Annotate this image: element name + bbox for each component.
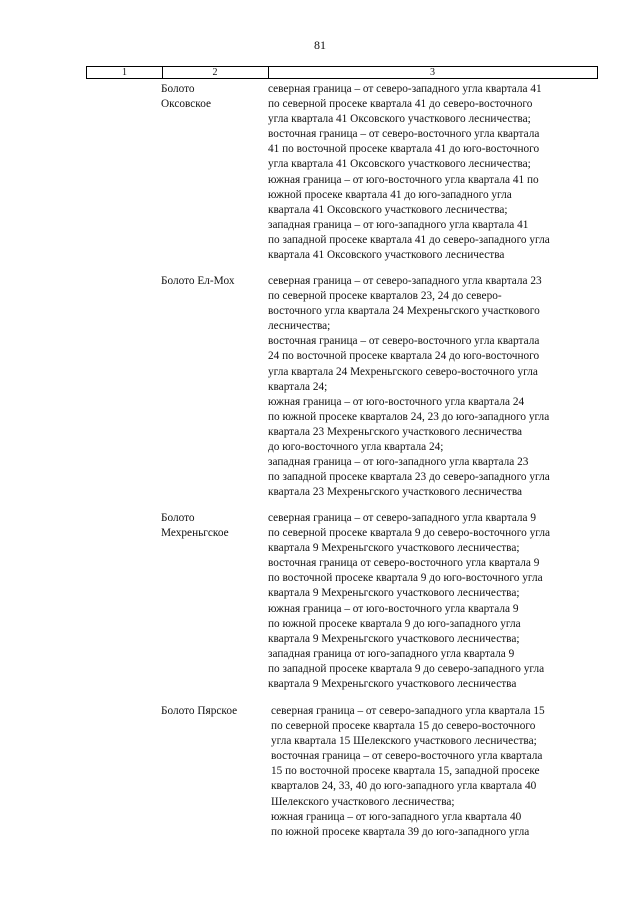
- boundary-description: северная граница – от северо-западного угла квартала 41 по северной просеке квартала 41 до северо-восточного угла квартала 41 Оксовского участкового лесничества; восточная граница – от северо-восточного угла квартала 41 по восточной просеке квартала 41 до юго-восточного угла квартала 41 Оксовского участкового лесничества; южная граница – от юго-восточного угла квартала 41 по южной просеке квартала 41 до юго-западного угла квартала 41 Оксовского участкового лесничества; западная граница – от юго-западного угла квартала 41 по западной просеке квартала 41 до северо-западного угла квартала 41 Оксовского участкового лесничества: [268, 83, 550, 262]
- header-col-1: 1: [122, 67, 127, 78]
- boundary-description: северная граница – от северо-западного угла квартала 23 по северной просеке кварталов 23, 24 до северо- восточного угла квартала 24 Мехреньгского участкового лесничества; восточная граница – от северо-восточного угла квартала 24 по восточной просеке квартала 24 до юго-восточного угла квартала 24 Мехреньгского северо-восточного угла квартала 24; южная граница – от юго-восточного угла квартала 24 по южной просеке кварталов 24, 23 до юго-западного угла квартала 23 Мехреньгского участкового лесничества до юго-восточного угла квартала 24; западная граница – от юго-западного угла квартала 23 по западной просеке квартала 23 до северо-западного угла квартала 23 Мехреньгского участкового лесничества: [268, 275, 550, 499]
- page-number: 81: [314, 38, 326, 52]
- header-col-3: 3: [430, 67, 435, 78]
- boundary-description: северная граница – от северо-западного угла квартала 15 по северной просеке квартала 15 до северо-восточного угла квартала 15 Шелекского участкового лесничества; восточная граница – от северо-восточного угла квартала 15 по восточной просеке квартала 15, западной просеке кварталов 24, 33, 40 до юго-западного угла квартала 40 Шелекского участкового лесничества; южная граница – от юго-западного угла квартала 40 по южной просеке квартала 39 до юго-западного угла: [271, 705, 545, 838]
- bog-name: Болото Пярское: [161, 705, 238, 717]
- header-col-2: 2: [212, 67, 218, 78]
- bog-name: Болото Оксовское: [161, 83, 212, 111]
- table-header-row: [86, 66, 598, 79]
- bog-name: Болото Мехреньгское: [161, 512, 229, 540]
- boundary-description: северная граница – от северо-западного угла квартала 9 по северной просеке квартала 9 до северо-восточного угла квартала 9 Мехреньгского участкового лесничества; восточная граница от северо-восточного угла квартала 9 по восточной просеке квартала 9 до юго-восточного угла квартала 9 Мехреньгского участкового лесничества; южная граница – от юго-восточного угла квартала 9 по южной просеке квартала 9 до юго-западного угла квартала 9 Мехреньгского участкового лесничества; западная граница от юго-западного угла квартала 9 по западной просеке квартала 9 до северо-западного угла квартала 9 Мехреньгского участкового лесничества: [268, 512, 550, 691]
- bog-name: Болото Ел-Мох: [161, 275, 235, 287]
